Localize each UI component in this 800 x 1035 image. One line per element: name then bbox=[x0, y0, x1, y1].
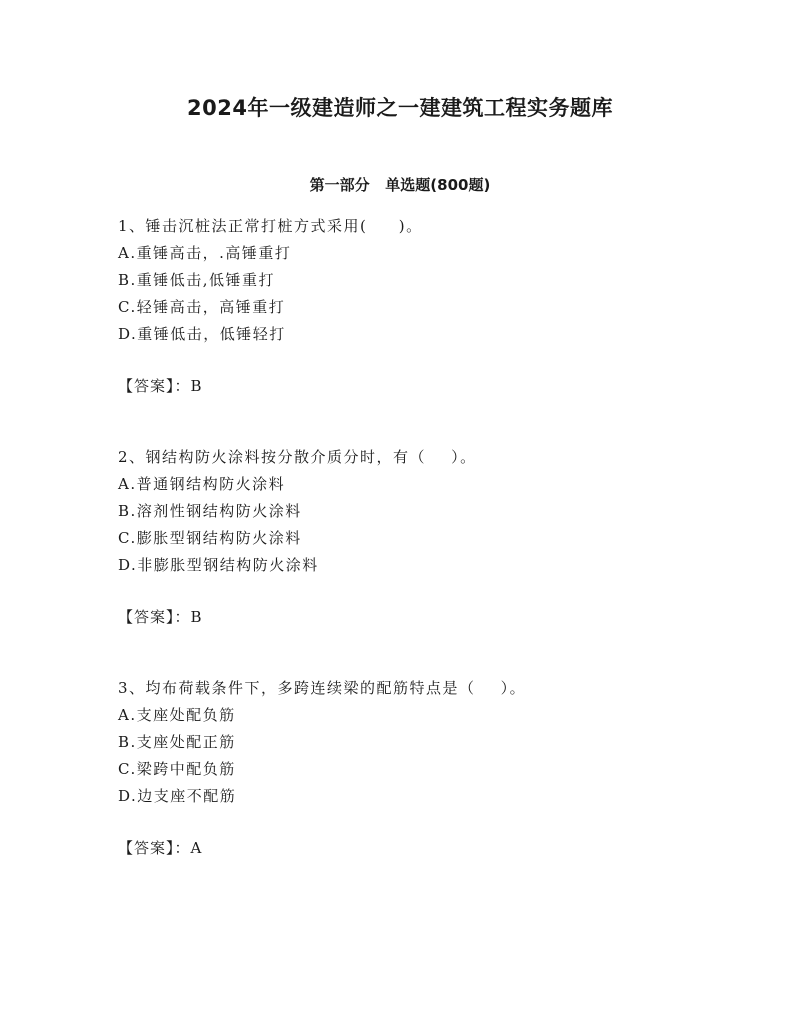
option-a: A.重锤高击，.高锤重打 bbox=[118, 244, 292, 262]
section-heading: 第一部分 单选题(800题) bbox=[309, 176, 491, 194]
option-c: C.轻锤高击，高锤重打 bbox=[118, 298, 286, 316]
option-c: C.梁跨中配负筋 bbox=[118, 760, 236, 778]
option-a: A.普通钢结构防火涂料 bbox=[118, 475, 286, 493]
document-title: 2024年一级建造师之一建建筑工程实务题库 bbox=[187, 96, 613, 120]
option-b: B.重锤低击,低锤重打 bbox=[118, 271, 276, 289]
question-3 bbox=[118, 675, 710, 862]
option-b: B.支座处配正筋 bbox=[118, 733, 236, 751]
option-b: B.溶剂性钢结构防火涂料 bbox=[118, 502, 302, 520]
question-2 bbox=[118, 444, 710, 631]
question-stem: 3、均布荷载条件下，多跨连续梁的配筋特点是（ ）。 bbox=[118, 679, 527, 697]
option-d: D.非膨胀型钢结构防火涂料 bbox=[118, 556, 319, 574]
option-d: D.重锤低击，低锤轻打 bbox=[118, 325, 286, 343]
option-c: C.膨胀型钢结构防火涂料 bbox=[118, 529, 302, 547]
answer-line: 【答案】：A bbox=[118, 839, 203, 857]
answer-line: 【答案】：B bbox=[118, 377, 203, 395]
question-1 bbox=[118, 213, 710, 400]
answer-line: 【答案】：B bbox=[118, 608, 203, 626]
option-d: D.边支座不配筋 bbox=[118, 787, 237, 805]
question-stem: 1、锤击沉桩法正常打桩方式采用( )。 bbox=[118, 217, 423, 235]
question-stem: 2、钢结构防火涂料按分散介质分时，有（ ）。 bbox=[118, 448, 477, 466]
option-a: A.支座处配负筋 bbox=[118, 706, 236, 724]
